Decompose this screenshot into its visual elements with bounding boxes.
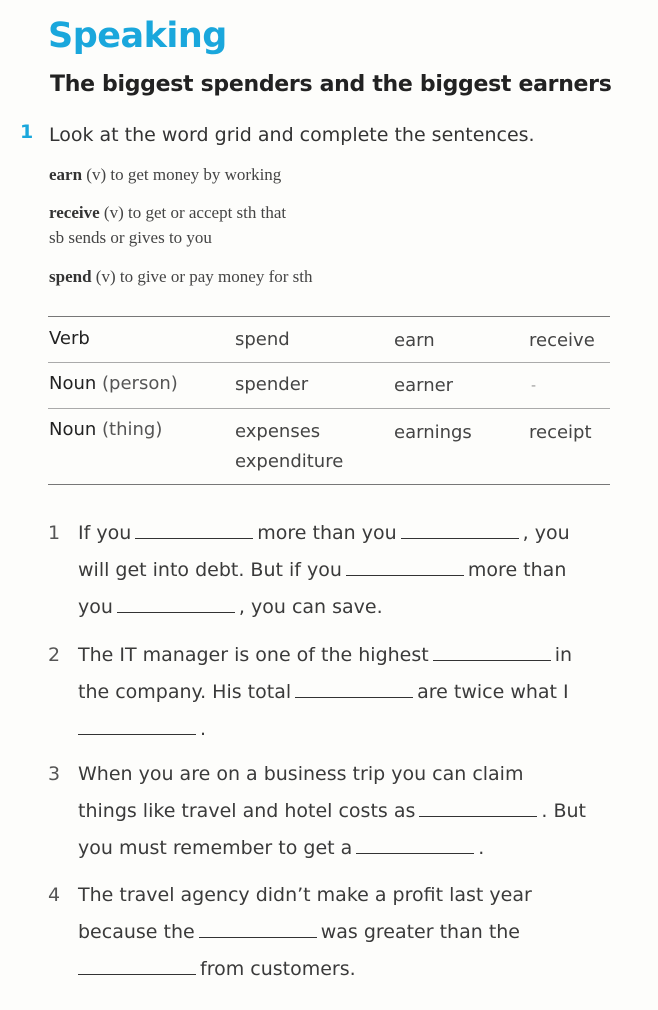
sentence-line bbox=[78, 711, 206, 748]
grid-row-label-word: Noun bbox=[49, 419, 97, 440]
sentence-number: 3 bbox=[48, 763, 61, 785]
answer-blank[interactable] bbox=[346, 555, 464, 576]
sentence-line bbox=[78, 914, 520, 951]
answer-blank[interactable] bbox=[199, 917, 317, 938]
sentence-text: more than bbox=[467, 559, 567, 581]
sentence-line bbox=[78, 756, 523, 793]
grid-cell: earner bbox=[394, 375, 454, 396]
grid-cell: expenditure bbox=[235, 451, 344, 472]
sentence-line bbox=[78, 877, 532, 914]
sentence-text: , you bbox=[522, 522, 570, 544]
sentence-text: from customers. bbox=[200, 958, 356, 980]
sentence-text: was greater than the bbox=[320, 921, 520, 943]
answer-blank[interactable] bbox=[419, 796, 537, 817]
grid-cell: spender bbox=[235, 374, 309, 395]
sentence-text: more than you bbox=[257, 522, 397, 544]
answer-blank[interactable] bbox=[433, 640, 551, 661]
answer-blank[interactable] bbox=[117, 592, 235, 613]
sentence-number: 2 bbox=[48, 644, 61, 666]
grid-cell: receipt bbox=[529, 422, 592, 443]
grid-row-label-suffix: (thing) bbox=[96, 419, 163, 440]
definition-earn bbox=[49, 162, 281, 187]
sentence-text: because the bbox=[78, 921, 195, 943]
definition-word: receive bbox=[49, 203, 100, 222]
sentence-text: you bbox=[78, 596, 113, 618]
grid-cell: - bbox=[531, 378, 537, 394]
definition-text: (v) to get money by working bbox=[82, 165, 282, 184]
definition-spend bbox=[49, 264, 312, 289]
sentence-line bbox=[78, 674, 569, 711]
grid-cell: receive bbox=[529, 330, 595, 351]
grid-top-rule bbox=[48, 316, 610, 317]
sentence-line bbox=[78, 637, 572, 674]
answer-blank[interactable] bbox=[78, 714, 196, 735]
sentence-number: 4 bbox=[48, 884, 61, 906]
sentence-text: If you bbox=[78, 522, 132, 544]
sentence-text: will get into debt. But if you bbox=[78, 559, 342, 581]
sentence-text: When you are on a business trip you can claim bbox=[78, 763, 524, 785]
definition-text: (v) to give or pay money for sth bbox=[91, 267, 313, 286]
sentence-text: The IT manager is one of the highest bbox=[78, 644, 429, 666]
grid-cell: spend bbox=[235, 329, 290, 350]
sentence-line bbox=[78, 951, 356, 988]
sentence-line bbox=[78, 515, 570, 552]
sentence-line bbox=[78, 589, 383, 626]
sentence-text: . But bbox=[541, 800, 586, 822]
answer-blank[interactable] bbox=[356, 833, 474, 854]
sentence-text: , you can save. bbox=[238, 596, 383, 618]
sentence-text: . bbox=[200, 718, 207, 740]
grid-cell: earnings bbox=[394, 422, 472, 443]
sentence-text: the company. His total bbox=[78, 681, 292, 703]
grid-bottom-rule bbox=[48, 484, 610, 485]
definition-text: (v) to get or accept sth that bbox=[99, 203, 287, 222]
section-title: Speaking bbox=[48, 16, 227, 56]
sentence-text: The travel agency didn’t make a profit last year bbox=[78, 884, 532, 906]
sentence-text: are twice what I bbox=[417, 681, 569, 703]
sentence-number: 1 bbox=[48, 522, 61, 544]
grid-cell: expenses bbox=[235, 421, 321, 442]
grid-row-label-suffix: (person) bbox=[96, 373, 178, 394]
page-subtitle: The biggest spenders and the biggest earners bbox=[50, 72, 612, 97]
exercise-number: 1 bbox=[20, 121, 34, 143]
definition-text-cont: sb sends or gives to you bbox=[49, 228, 212, 247]
exercise-instruction: Look at the word grid and complete the sentences. bbox=[49, 124, 535, 146]
grid-row-rule bbox=[48, 362, 610, 363]
sentence-line bbox=[78, 830, 484, 867]
answer-blank[interactable] bbox=[401, 518, 519, 539]
grid-cell: earn bbox=[394, 330, 435, 351]
grid-row-label bbox=[49, 415, 162, 445]
grid-row-label bbox=[49, 369, 178, 399]
sentence-text: things like travel and hotel costs as bbox=[78, 800, 416, 822]
sentence-text: in bbox=[554, 644, 573, 666]
definition-word: spend bbox=[49, 267, 92, 286]
definition-word: earn bbox=[49, 165, 83, 184]
sentence-line bbox=[78, 552, 566, 589]
grid-row-label-word: Noun bbox=[49, 373, 97, 394]
sentence-line bbox=[78, 793, 586, 830]
grid-row-label: Verb bbox=[49, 328, 90, 349]
grid-row-rule bbox=[48, 408, 610, 409]
sentence-text: you must remember to get a bbox=[78, 837, 353, 859]
answer-blank[interactable] bbox=[295, 677, 413, 698]
answer-blank[interactable] bbox=[135, 518, 253, 539]
sentence-text: . bbox=[478, 837, 485, 859]
answer-blank[interactable] bbox=[78, 954, 196, 975]
definition-receive bbox=[49, 200, 286, 250]
